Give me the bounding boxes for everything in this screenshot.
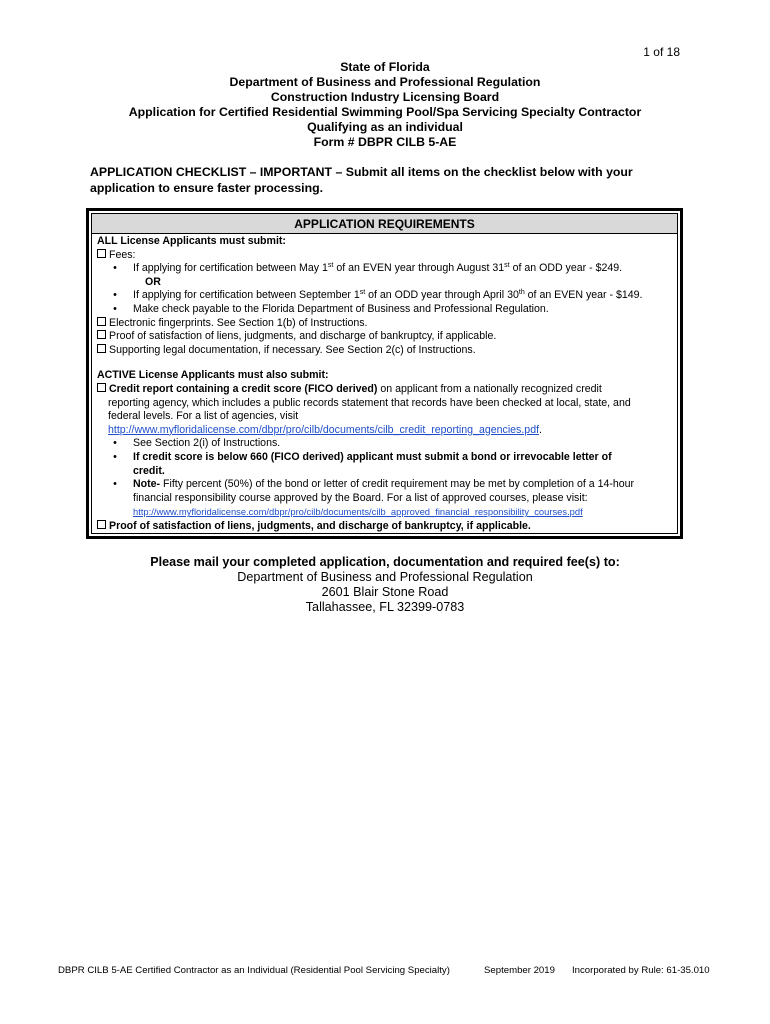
- checklist-note: APPLICATION CHECKLIST – IMPORTANT – Submit all items on the checklist below with your application to ensure faster processing.: [90, 165, 633, 195]
- header-state: State of Florida: [340, 60, 430, 74]
- credit-report-item: Credit report containing a credit score (FICO derived) on applicant from a nationally recognized credit: [97, 383, 673, 397]
- or-label: OR: [145, 275, 161, 288]
- footer-rule: Incorporated by Rule: 61-35.010: [572, 965, 710, 976]
- checkbox-icon: [97, 344, 106, 353]
- credit-score-item: • If credit score is below 660 (FICO derived) applicant must submit a bond or irrevocable letter of credit.: [97, 451, 673, 478]
- header-qualifying: Qualifying as an individual: [307, 120, 463, 134]
- bullet-icon: •: [113, 302, 117, 315]
- footer-form-name: DBPR CILB 5-AE Certified Contractor as an Individual (Residential Pool Servicing Specialty): [58, 965, 450, 976]
- check-payable: • Make check payable to the Florida Department of Business and Professional Regulation.: [97, 303, 673, 317]
- fingerprints-item: Electronic fingerprints. See Section 1(b) of Instructions.: [97, 317, 673, 331]
- final-liens-item: Proof of satisfaction of liens, judgments, and discharge of bankruptcy, if applicable.: [97, 520, 673, 534]
- document-header: [0, 60, 770, 150]
- header-form-number: Form # DBPR CILB 5-AE: [313, 135, 457, 149]
- checkbox-icon: [97, 317, 106, 326]
- requirements-body: ALL License Applicants must submit: Fees: • If applying for certification between May 1st of an EVEN year through August 31st of an ODD year - $249. OR • If applying for certification between September 1st of an ODD year through April 30th of an EVEN year - $149. • Make check payable to the Florida Department of Business and Professional Regulation. Electronic fingerprints. See Section 1(b) of Instructions. Proof of satisfaction of liens, judgments, and discharge of bankruptcy, if applicable. Supporting legal documentation, if necessary. See Section 2(c) of Instructions. ACTIVE License Applicants must also submit: Credit report containing a credit score (FICO derived) on applicant from a nationally recognized credit reporting agency, which includes a public records statement that records have been checked at local, state, and federal levels. For a list of agencies, visit http://www.myfloridalicense.com/dbpr/pro/cilb/documents/cilb_credit_reporting_agencies.pdf. • See Section 2(i) of Instructions. • If credit score is below 660 (FICO derived) applicant must submit a bond or irrevocable letter of credit. • Note- Fifty percent (50%) of the bond or letter of credit requirement may be met by completion of a 14-hour financial responsibility course approved by the Board. For a list of approved courses, please visit: http://www.myfloridalicense.com/dbpr/pro/cilb/documents/cilb_approved_financial_responsibility_courses.pdf Proof of satisfaction of liens, judgments, and discharge of bankruptcy, if applicable.: [92, 234, 677, 533]
- bullet-icon: •: [113, 450, 117, 463]
- checkbox-icon: [97, 330, 106, 339]
- header-department: Department of Business and Professional Regulation: [229, 75, 541, 89]
- header-board: Construction Industry Licensing Board: [270, 90, 500, 104]
- bullet-icon: •: [113, 437, 117, 450]
- fee-even-year: • If applying for certification between May 1st of an EVEN year through August 31st of an ODD year - $249.: [97, 262, 673, 276]
- active-applicants-heading: ACTIVE License Applicants must also submit:: [97, 369, 329, 382]
- requirements-box: [86, 208, 683, 539]
- footer-date: September 2019: [484, 965, 555, 976]
- fee-odd-year: • If applying for certification between September 1st of an ODD year through April 30th of an EVEN year - $149.: [97, 289, 673, 303]
- all-applicants-heading: ALL License Applicants must submit:: [97, 235, 286, 247]
- page-number: 1 of 18: [643, 45, 680, 59]
- checkbox-icon: [97, 249, 106, 258]
- requirements-inner: [91, 213, 678, 534]
- bullet-icon: •: [113, 262, 117, 275]
- mail-city: Tallahassee, FL 32399-0783: [305, 600, 465, 614]
- fees-item: Fees:: [97, 249, 673, 263]
- credit-agencies-link[interactable]: http://www.myfloridalicense.com/dbpr/pro/cilb/documents/cilb_credit_reporting_agencies.pdf: [108, 423, 540, 436]
- bullet-icon: •: [113, 289, 117, 302]
- bullet-icon: •: [113, 478, 117, 491]
- requirements-title: APPLICATION REQUIREMENTS: [92, 214, 677, 234]
- mail-street: 2601 Blair Stone Road: [321, 585, 449, 599]
- see-section-item: • See Section 2(i) of Instructions.: [97, 437, 673, 451]
- legal-docs-item: Supporting legal documentation, if necessary. See Section 2(c) of Instructions.: [97, 344, 673, 358]
- checkbox-icon: [97, 383, 106, 392]
- liens-item: Proof of satisfaction of liens, judgments, and discharge of bankruptcy, if applicable.: [97, 330, 673, 344]
- mail-department: Department of Business and Professional Regulation: [237, 570, 533, 584]
- header-application-title: Application for Certified Residential Swimming Pool/Spa Servicing Specialty Contractor: [128, 105, 642, 119]
- mail-title: Please mail your completed application, documentation and required fee(s) to:: [150, 555, 620, 569]
- approved-courses-link[interactable]: http://www.myfloridalicense.com/dbpr/pro/cilb/documents/cilb_approved_financial_responsibility_courses.pdf: [133, 506, 583, 518]
- checkbox-icon: [97, 520, 106, 529]
- mailing-instructions: [0, 555, 770, 615]
- note-item: • Note- Fifty percent (50%) of the bond or letter of credit requirement may be met by completion of a 14-hour financial responsibility course approved by the Board. For a list of approved courses, please visit: http://www.myfloridalicense.com/dbpr/pro/cilb/documents/cilb_approved_financial_responsibility_courses.pdf: [97, 478, 673, 520]
